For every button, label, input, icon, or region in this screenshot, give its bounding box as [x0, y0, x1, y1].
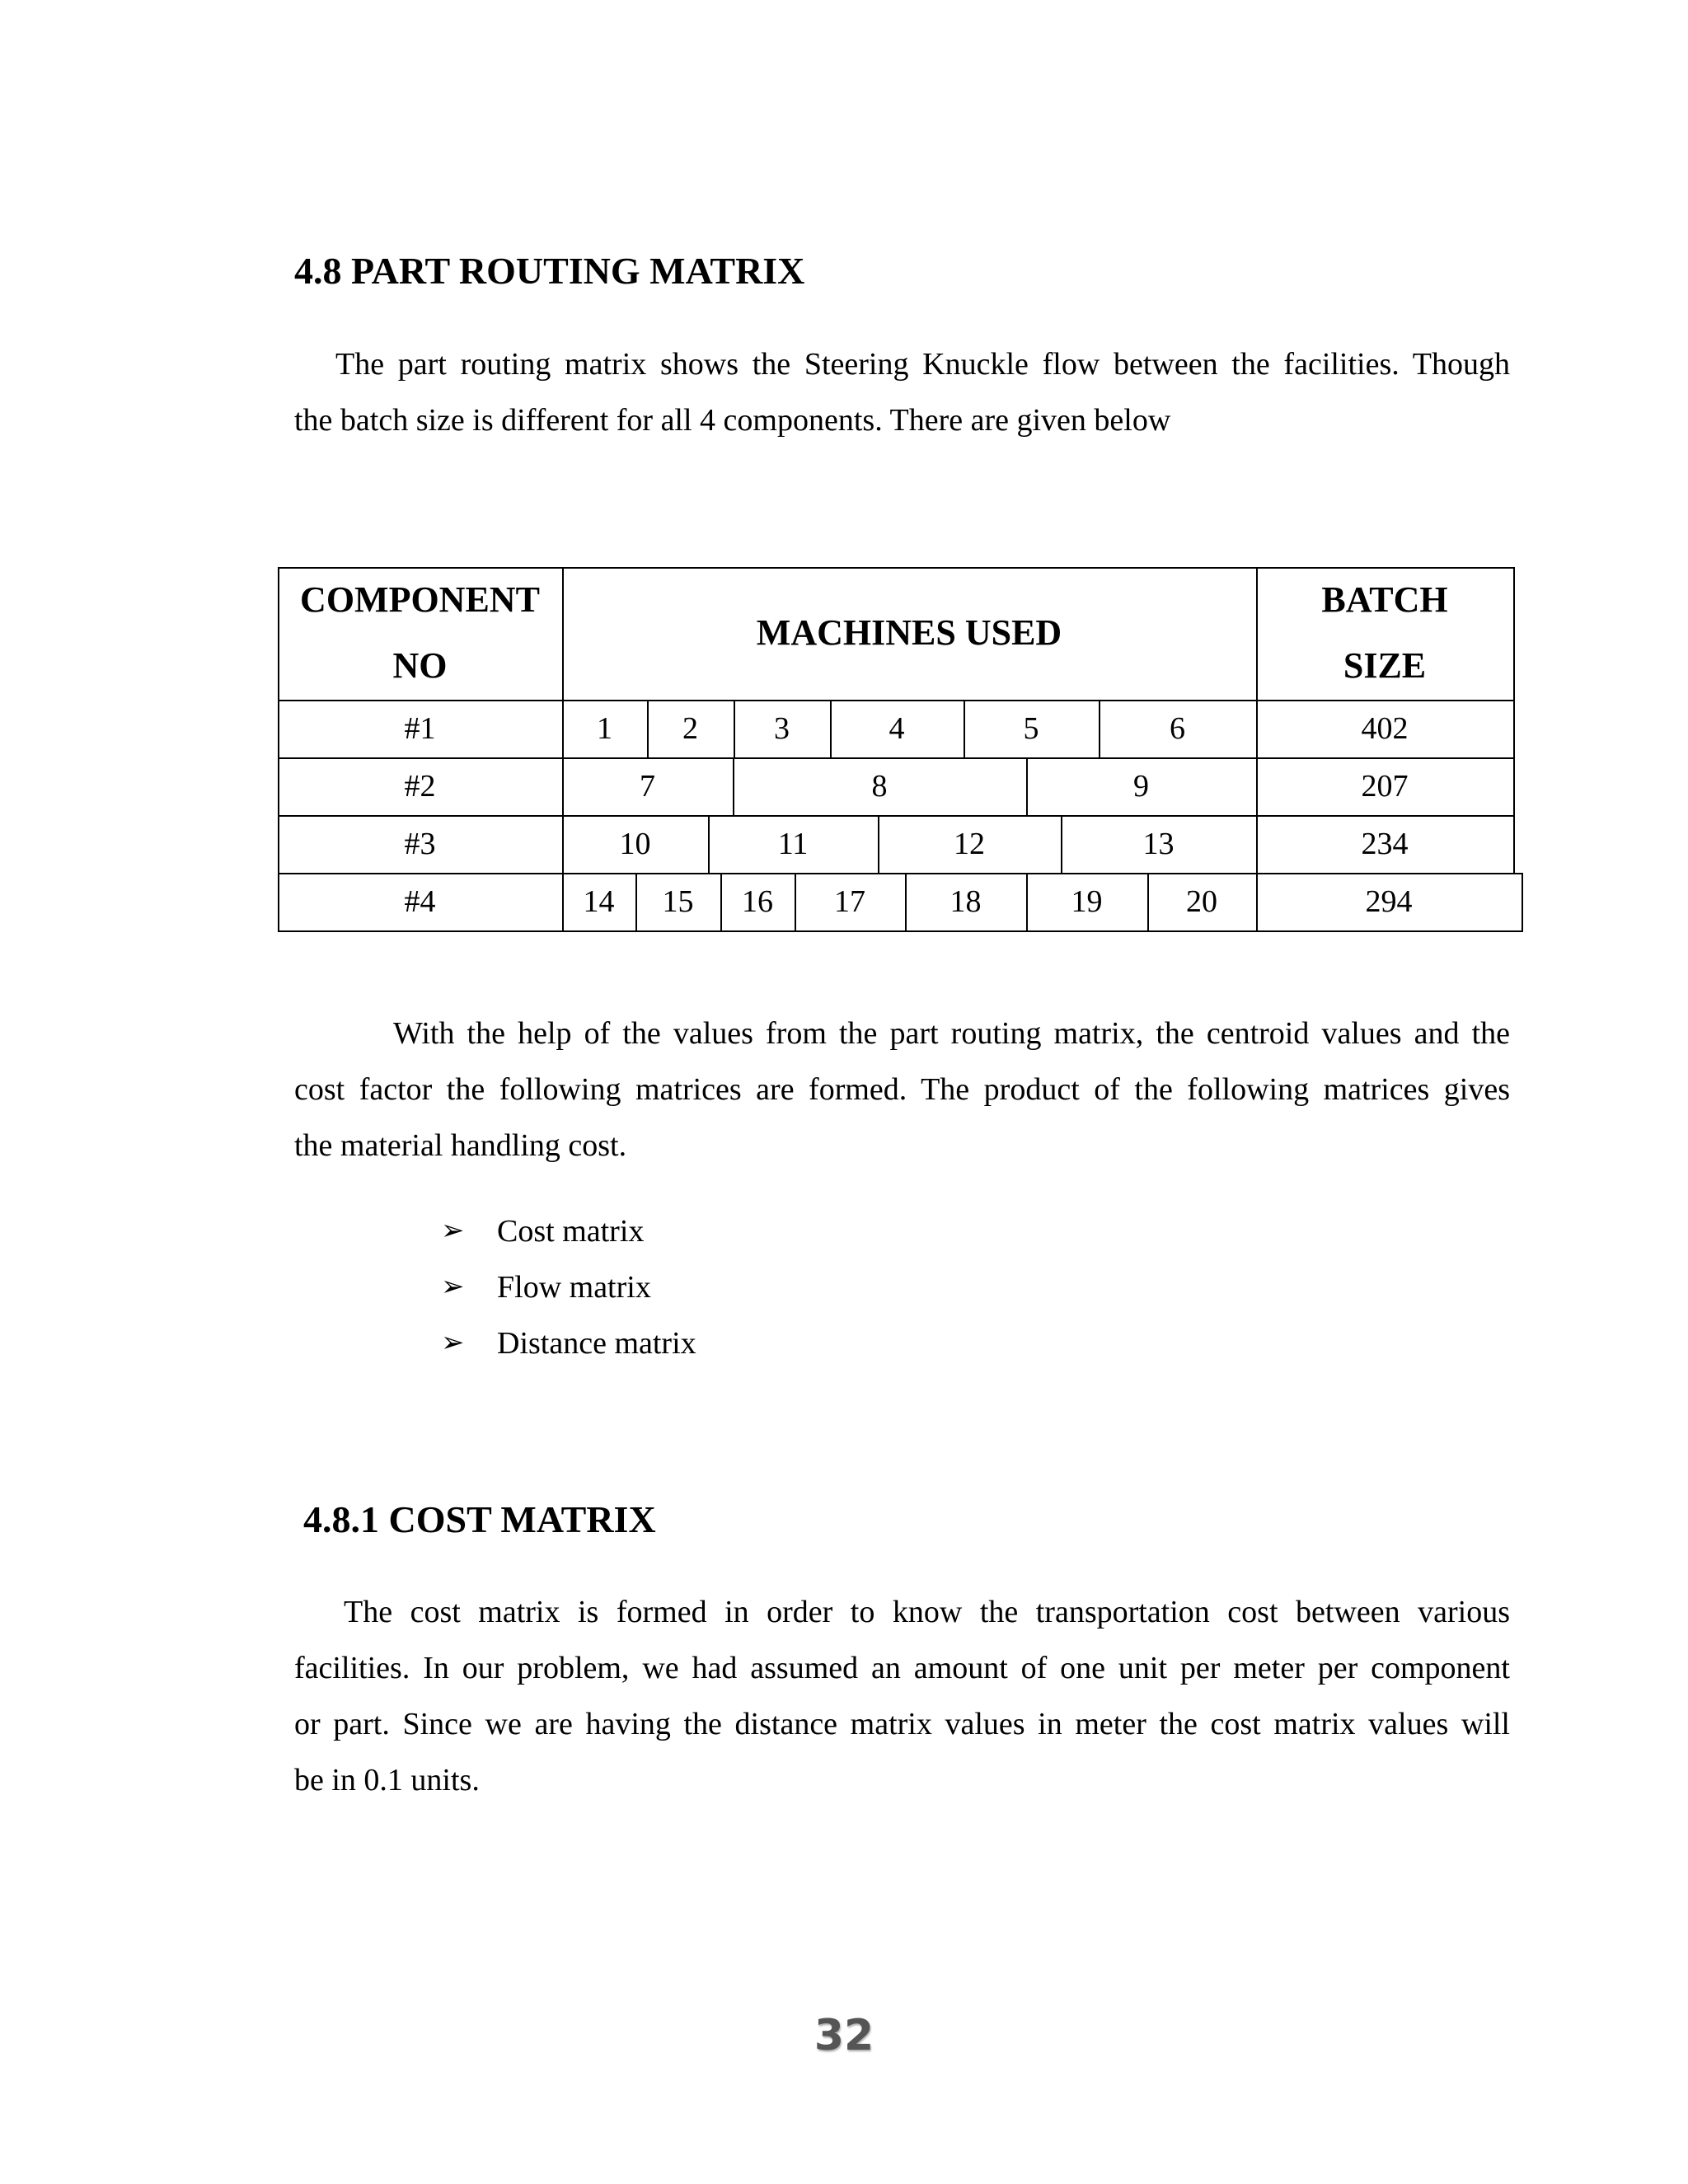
arrow-bullet-icon: ➢ — [441, 1216, 465, 1246]
list-item: ➢ Cost matrix — [441, 1203, 696, 1259]
intro-line: the batch size is different for all 4 components. There are given below — [294, 403, 1171, 438]
machine-cell: 16 — [742, 884, 773, 919]
machine-cell: 7 — [640, 769, 655, 804]
explanation-line: With the help of the values from the part routing matrix, the centroid values and the — [393, 1016, 1510, 1051]
machine-cell: 20 — [1186, 884, 1217, 919]
machine-cell: 9 — [1133, 769, 1149, 804]
batch-cell: 207 — [1361, 769, 1409, 804]
component-cell: #3 — [404, 827, 436, 861]
machine-cell: 19 — [1071, 884, 1103, 919]
machine-cell: 17 — [834, 884, 865, 919]
intro-paragraph — [294, 336, 1510, 448]
machine-cell: 3 — [774, 711, 790, 746]
machine-cell: 10 — [619, 827, 651, 861]
batch-cell: 402 — [1361, 711, 1409, 746]
machine-cell: 11 — [777, 827, 809, 861]
machine-cell: 13 — [1142, 827, 1175, 861]
header-component: COMPONENT NO — [300, 579, 540, 686]
machine-cell: 4 — [889, 711, 905, 746]
explanation-line: cost factor the following matrices are formed. The product of the following matrices gives — [294, 1072, 1510, 1107]
machine-cell: 14 — [583, 884, 615, 919]
list-item: ➢ Flow matrix — [441, 1259, 696, 1315]
component-cell: #4 — [404, 884, 436, 919]
subsection-heading: 4.8.1 COST MATRIX — [303, 1498, 656, 1540]
matrix-list — [441, 1203, 696, 1371]
arrow-bullet-icon: ➢ — [441, 1328, 465, 1358]
machine-cell: 18 — [950, 884, 982, 919]
machine-cell: 5 — [1023, 711, 1039, 746]
header-machines-used: MACHINES USED — [756, 612, 1062, 653]
intro-line: The part routing matrix shows the Steering Knuckle flow between the facilities. Though — [335, 347, 1510, 382]
cost-matrix-paragraph — [294, 1584, 1510, 1808]
component-cell: #2 — [404, 769, 436, 804]
machine-cell: 2 — [682, 711, 698, 746]
machine-cell: 15 — [662, 884, 694, 919]
list-item: ➢ Distance matrix — [441, 1315, 696, 1371]
machine-cell: 12 — [954, 827, 985, 861]
explanation-paragraph — [294, 1005, 1510, 1174]
cost-matrix-line: be in 0.1 units. — [294, 1763, 480, 1797]
page-number: 32 — [814, 2011, 874, 2060]
explanation-line: the material handling cost. — [294, 1128, 627, 1163]
component-cell: #1 — [404, 711, 436, 746]
arrow-bullet-icon: ➢ — [441, 1272, 465, 1302]
batch-cell: 294 — [1365, 884, 1413, 919]
batch-cell: 234 — [1361, 827, 1409, 861]
cost-matrix-line: The cost matrix is formed in order to know the transportation cost between various — [344, 1595, 1510, 1629]
part-routing-table — [278, 567, 1524, 932]
cost-matrix-line: or part. Since we are having the distance matrix values in meter the cost matrix values will — [294, 1707, 1510, 1741]
section-heading: 4.8 PART ROUTING MATRIX — [294, 250, 805, 292]
machine-cell: 8 — [871, 769, 888, 804]
header-batch-size: BATCH SIZE — [1321, 579, 1448, 686]
machine-cell: 1 — [597, 711, 612, 746]
machine-cell: 6 — [1170, 711, 1185, 746]
cost-matrix-line: facilities. In our problem, we had assumed an amount of one unit per meter per component — [294, 1651, 1510, 1685]
